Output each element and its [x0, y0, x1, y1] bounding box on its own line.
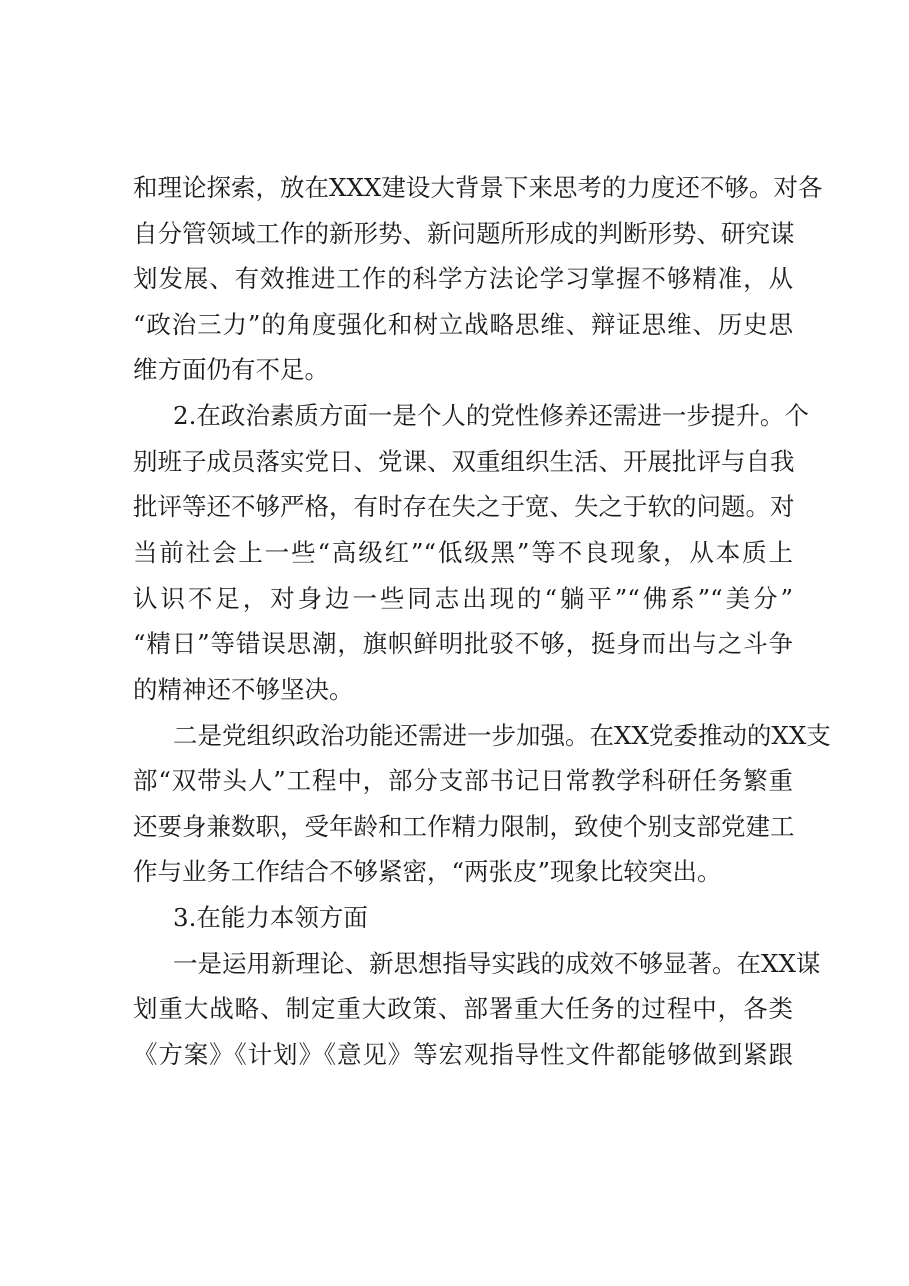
paragraph-line: 二是党组织政治功能还需进一步加强。在XX党委推动的XX支 — [173, 721, 831, 750]
section-heading-line: 2.在政治素质方面一是个人的党性修养还需进一步提升。个 — [173, 401, 809, 430]
section-heading-line: 3.在能力本领方面 — [173, 903, 368, 932]
paragraph-line: “政治三力”的角度强化和树立战略思维、辩证思维、历史思 — [133, 310, 793, 339]
paragraph-line: 部“双带头人”工程中，部分支部书记日常教学科研任务繁重 — [133, 766, 793, 795]
paragraph-line: 还要身兼数职，受年龄和工作精力限制，致使个别支部党建工 — [133, 812, 795, 841]
paragraph-line: 划重大战略、制定重大政策、部署重大任务的过程中，各类 — [133, 994, 793, 1023]
paragraph-line: 作与业务工作结合不够紧密，“两张皮”现象比较突出。 — [133, 857, 722, 886]
paragraph-line: 批评等还不够严格，有时存在失之于宽、失之于软的问题。对 — [133, 492, 795, 521]
paragraph-line: 自分管领域工作的新形势、新问题所形成的判断形势、研究谋 — [133, 219, 795, 248]
paragraph-line: 和理论探索，放在XXX建设大背景下来思考的力度还不够。对各 — [133, 173, 823, 202]
paragraph-line: 划发展、有效推进工作的科学方法论学习掌握不够精准，从 — [133, 264, 793, 293]
paragraph-line: 维方面仍有不足。 — [133, 355, 329, 384]
paragraph-line: “精日”等错误思潮，旗帜鲜明批驳不够，挺身而出与之斗争 — [133, 629, 793, 658]
paragraph-line: 别班子成员落实党日、党课、双重组织生活、开展批评与自我 — [133, 447, 795, 476]
paragraph-line: 的精神还不够坚决。 — [133, 675, 354, 704]
paragraph-line: 当前社会上一些“高级红”“低级黑”等不良现象，从本质上 — [133, 538, 793, 567]
paragraph-line: 《方案》《计划》《意见》等宏观指导性文件都能够做到紧跟 — [133, 1040, 793, 1069]
paragraph-line: 认识不足，对身边一些同志出现的“躺平”“佛系”“美分” — [133, 584, 793, 613]
paragraph-line: 一是运用新理论、新思想指导实践的成效不够显著。在XX谋 — [173, 949, 821, 978]
